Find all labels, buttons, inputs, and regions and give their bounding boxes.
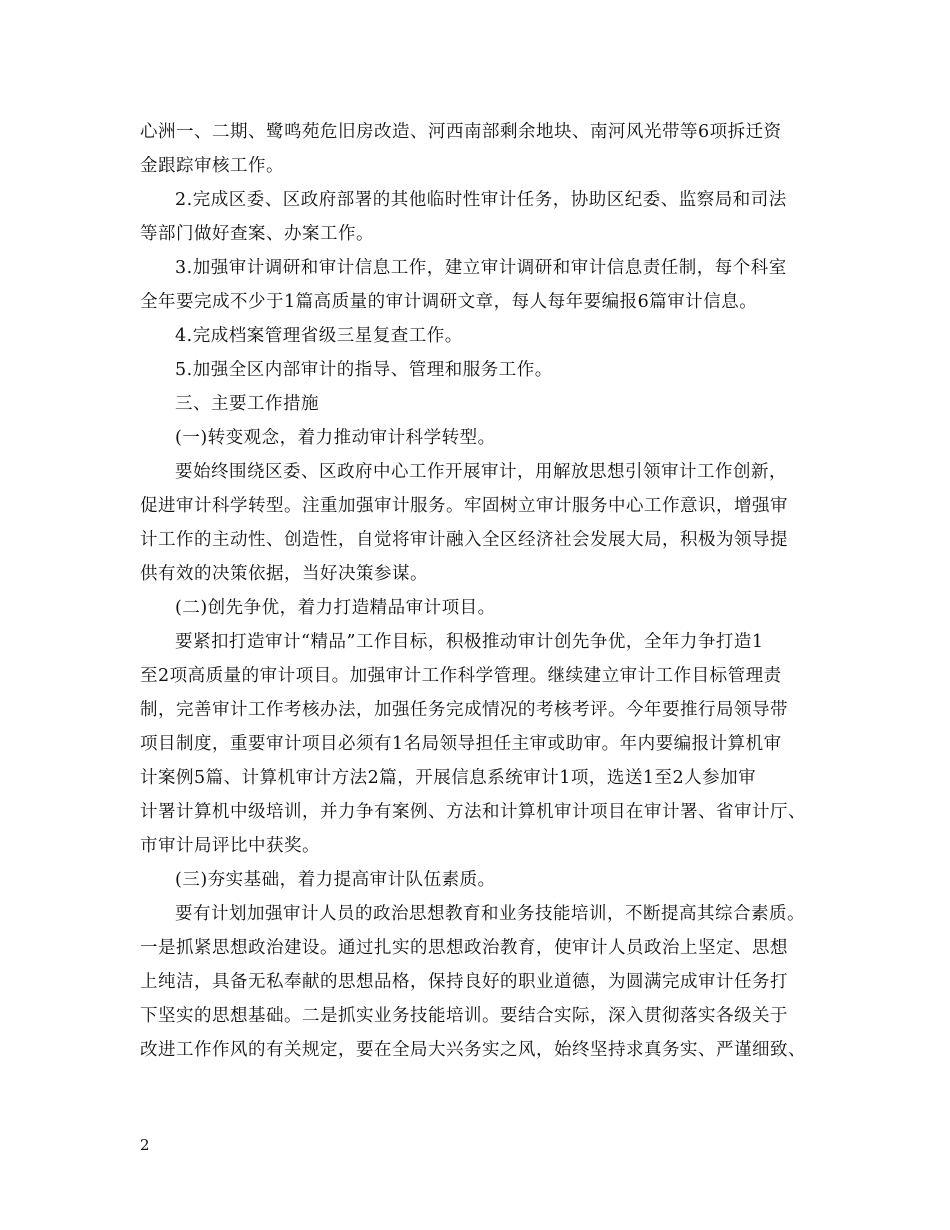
text-line: 全年要完成不少于1篇高质量的审计调研文章，每人每年要编报6篇审计信息。 [140, 292, 758, 312]
text-line: 3.加强审计调研和审计信息工作，建立审计调研和审计信息责任制，每个科室 [175, 258, 787, 278]
text-line: 2.完成区委、区政府部署的其他临时性审计任务，协助区纪委、监察局和司法 [175, 190, 787, 210]
text-line: 5.加强全区内部审计的指导、管理和服务工作。 [175, 360, 553, 380]
text-line: (一)转变观念，着力推动审计科学转型。 [175, 428, 496, 448]
text-line: 计案例5篇、计算机审计方法2篇，开展信息系统审计1项，选送1至2人参加审 [140, 768, 757, 788]
text-line: 心洲一、二期、鹭鸣苑危旧房改造、河西南部剩余地块、南河风光带等6项拆迁资 [140, 122, 782, 142]
text-line: 促进审计科学转型。注重加强审计服务。牢固树立审计服务中心工作意识，增强审 [140, 496, 788, 516]
text-line: 下坚实的思想基础。二是抓实业务技能培训。要结合实际，深入贯彻落实各级关于 [140, 1006, 788, 1026]
text-line: 三、主要工作措施 [175, 394, 319, 414]
text-line: 金跟踪审核工作。 [140, 156, 284, 176]
text-line: 4.完成档案管理省级三星复查工作。 [175, 326, 463, 346]
text-line: 改进工作作风的有关规定，要在全局大兴务实之风，始终坚持求真务实、严谨细致、 [140, 1040, 806, 1060]
text-line: 一是抓紧思想政治建设。通过扎实的思想政治教育，使审计人员政治上坚定、思想 [140, 938, 788, 958]
text-line: 要始终围绕区委、区政府中心工作开展审计，用解放思想引领审计工作创新， [175, 462, 787, 482]
text-line: 上纯洁，具备无私奉献的思想品格，保持良好的职业道德，为圆满完成审计任务打 [140, 972, 788, 992]
text-line: (二)创先争优，着力打造精品审计项目。 [175, 598, 496, 618]
text-line: 等部门做好查案、办案工作。 [140, 224, 374, 244]
page-number: 2 [140, 1136, 150, 1154]
text-line: 项目制度，重要审计项目必须有1名局领导担任主审或助审。年内要编报计算机审 [140, 734, 782, 754]
text-line: 计署计算机中级培训，并力争有案例、方法和计算机审计项目在审计署、省审计厅、 [140, 802, 806, 822]
text-line: 要紧扣打造审计“精品”工作目标，积极推动审计创先争优，全年力争打造1 [175, 632, 764, 652]
document-body [140, 115, 816, 1067]
text-line: 供有效的决策依据，当好决策参谋。 [140, 564, 428, 584]
text-line: 至2项高质量的审计项目。加强审计工作科学管理。继续建立审计工作目标管理责 [140, 666, 782, 686]
text-line: 制，完善审计工作考核办法，加强任务完成情况的考核考评。今年要推行局领导带 [140, 700, 788, 720]
text-line: 要有计划加强审计人员的政治思想教育和业务技能培训，不断提高其综合素质。 [175, 904, 805, 924]
text-line: (三)夯实基础，着力提高审计队伍素质。 [175, 870, 496, 890]
text-line: 市审计局评比中获奖。 [140, 836, 320, 856]
text-line: 计工作的主动性、创造性，自觉将审计融入全区经济社会发展大局，积极为领导提 [140, 530, 788, 550]
